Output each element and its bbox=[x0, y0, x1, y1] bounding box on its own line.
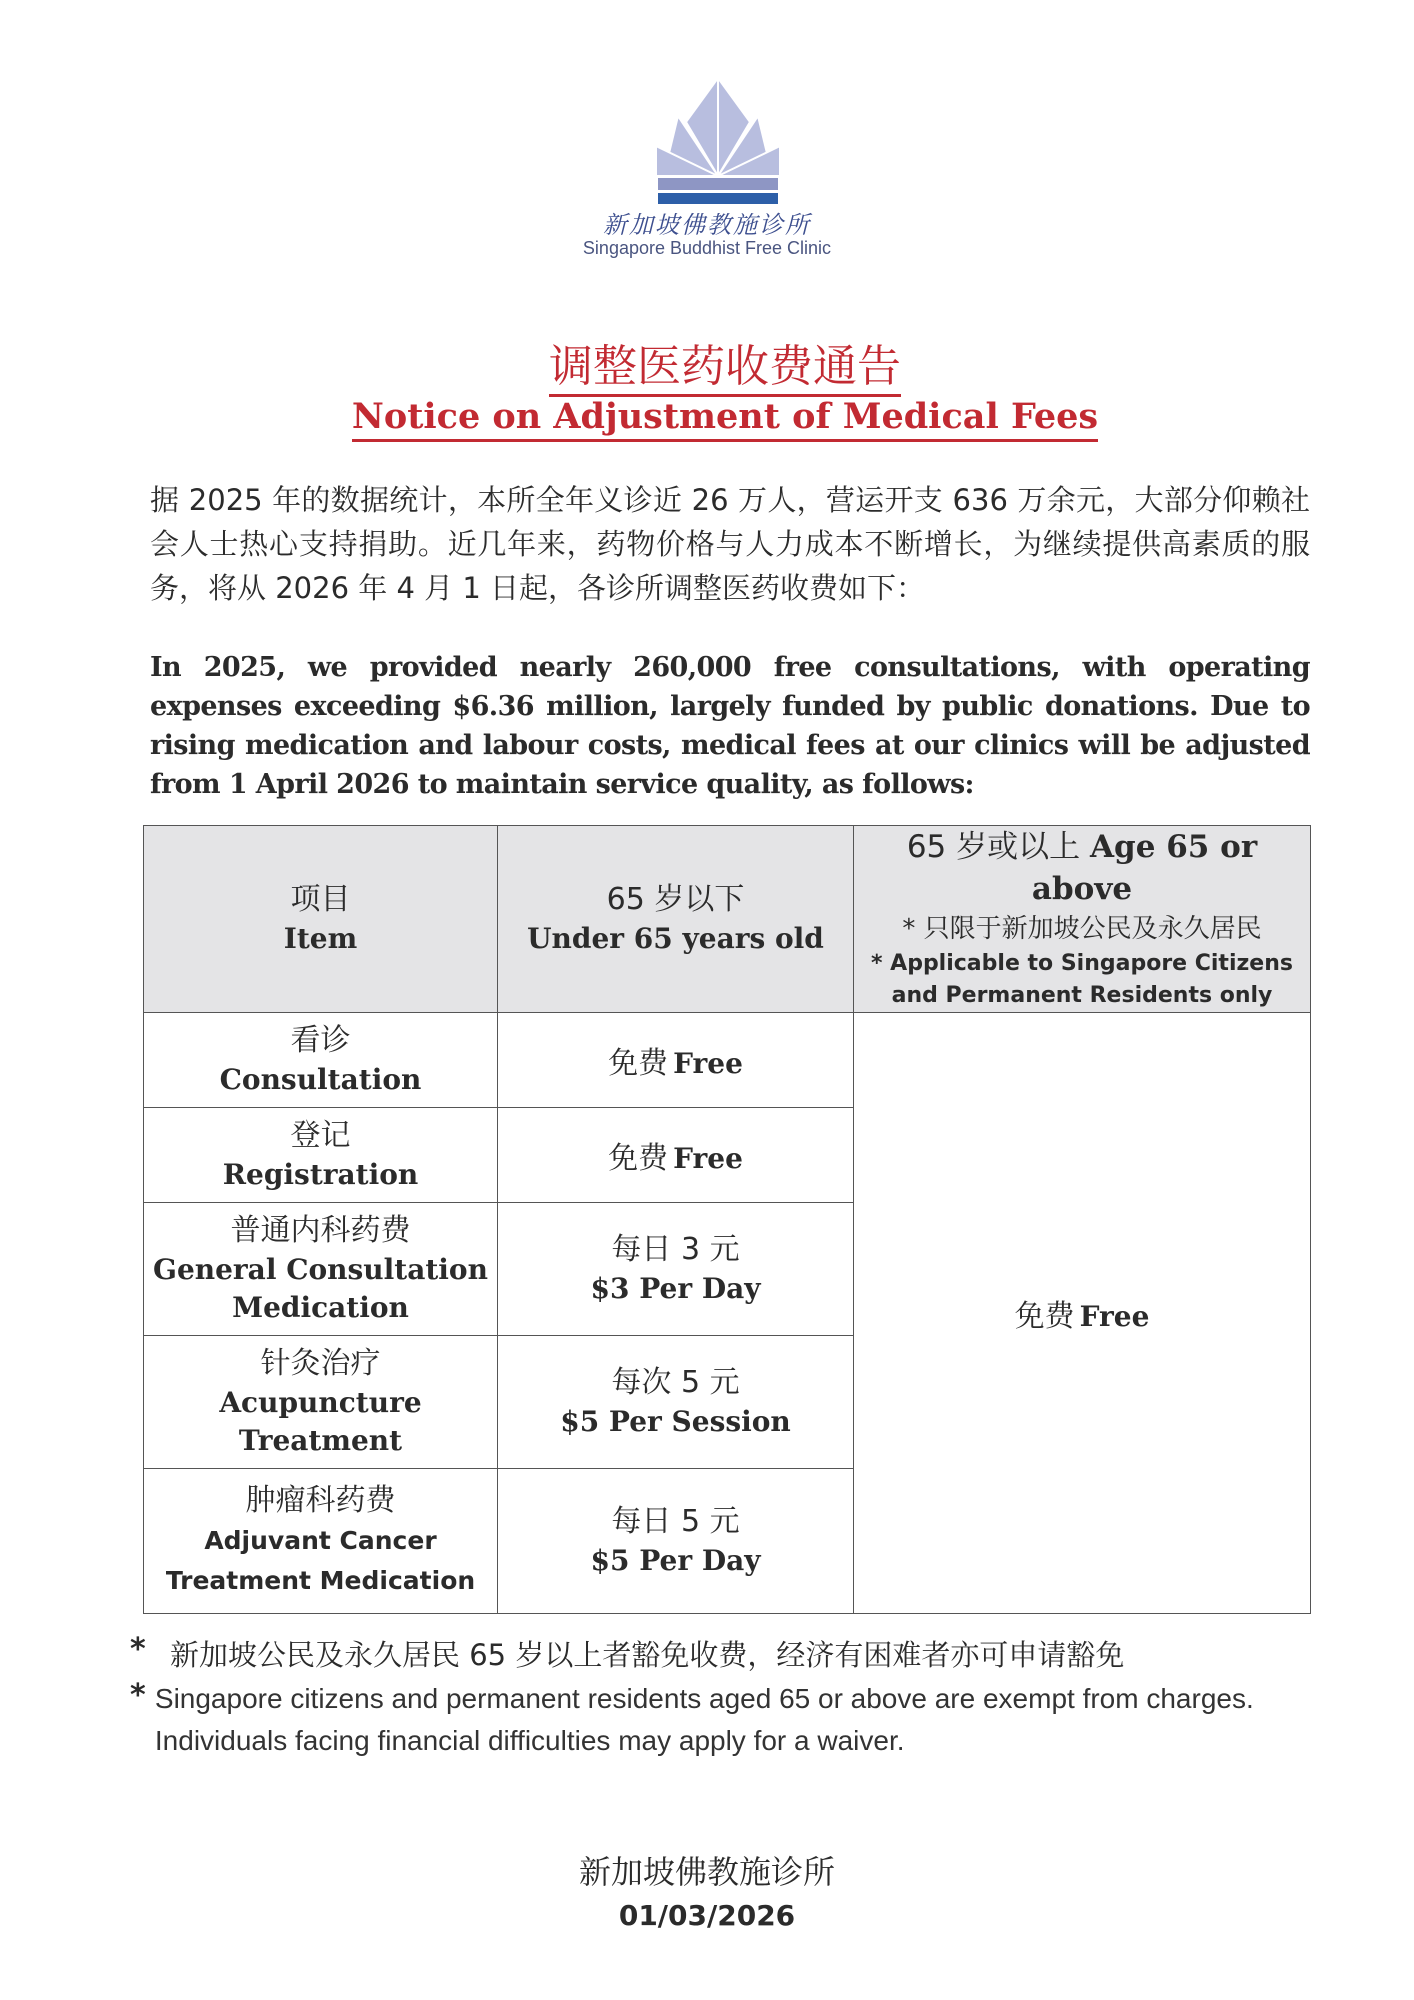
item-en-line1: Adjuvant Cancer bbox=[204, 1526, 437, 1555]
table-row bbox=[144, 1013, 1311, 1108]
fee-en: $3 Per Day bbox=[590, 1272, 761, 1305]
asterisk-icon: * bbox=[130, 1678, 146, 1713]
header-under65 bbox=[498, 826, 854, 1013]
header-over65-note-en-1: * Applicable to Singapore Citizens bbox=[871, 951, 1293, 976]
header-over65-title bbox=[854, 826, 1310, 910]
footnote-en bbox=[130, 1678, 1310, 1762]
footnote-en-text: Singapore citizens and permanent residents aged 65 or above are exempt from charges. Individuals facing financial difficulties may apply for a waiver. bbox=[154, 1683, 1254, 1756]
fee-en: $5 Per Session bbox=[560, 1405, 791, 1438]
item-cn: 针灸治疗 bbox=[260, 1346, 381, 1381]
item-cell bbox=[144, 1336, 498, 1469]
over65-fee-cn: 免费 bbox=[1014, 1299, 1075, 1334]
header-over65 bbox=[854, 826, 1311, 1013]
signature-name: 新加坡佛教施诊所 bbox=[578, 1853, 835, 1891]
table-header-row bbox=[144, 826, 1311, 1013]
item-cell bbox=[144, 1203, 498, 1336]
asterisk-icon: * bbox=[130, 1632, 146, 1667]
title-en-text: Notice on Adjustment of Medical Fees bbox=[352, 396, 1098, 442]
fee-cell bbox=[498, 1108, 854, 1203]
header-over65-note-cn: * 只限于新加坡公民及永久居民 bbox=[902, 914, 1262, 944]
item-cn: 普通内科药费 bbox=[230, 1213, 411, 1248]
item-en-line2: Treatment Medication bbox=[165, 1566, 476, 1595]
item-cn: 肿瘤科药费 bbox=[245, 1483, 396, 1518]
fee-cn: 免费 bbox=[608, 1141, 669, 1176]
fee-en: Free bbox=[673, 1142, 743, 1175]
signature-date: 01/03/2026 bbox=[618, 1899, 796, 1932]
over65-fee-en: Free bbox=[1079, 1300, 1150, 1333]
item-cell bbox=[144, 1469, 498, 1614]
footnotes bbox=[130, 1632, 1310, 1762]
signature-block bbox=[0, 1848, 1414, 1936]
fee-cell bbox=[498, 1013, 854, 1108]
header-item-cn: 项目 bbox=[290, 882, 351, 917]
intro-paragraph-en: In 2025, we provided nearly 260,000 free consultations, with operating expenses exceeding $6.36 million, largely funded by public donations. Due to rising medication and labour costs, medical fees at our clinics will be adjusted from 1 April 2026 to maintain service quality, as follows: bbox=[150, 652, 1310, 800]
fee-cn: 每日 3 元 bbox=[611, 1232, 740, 1267]
item-cn: 看诊 bbox=[290, 1023, 351, 1058]
fee-en: $5 Per Day bbox=[590, 1544, 761, 1577]
fee-table bbox=[143, 825, 1311, 1614]
item-cn: 登记 bbox=[290, 1118, 351, 1153]
title-cn-text: 调整医药收费通告 bbox=[549, 341, 901, 397]
page-title-cn bbox=[0, 330, 1414, 394]
item-en: Consultation bbox=[219, 1063, 422, 1096]
footnote-cn-text: 新加坡公民及永久居民 65 岁以上者豁免收费，经济有困难者亦可申请豁免 bbox=[170, 1638, 1125, 1672]
fee-cn: 每日 5 元 bbox=[611, 1504, 740, 1539]
logo-calligraphy: 新加坡佛教施诊所 bbox=[603, 211, 811, 239]
item-en-line1: Acupuncture bbox=[219, 1386, 422, 1419]
over65-fee-cell bbox=[854, 1013, 1311, 1614]
fee-cn: 每次 5 元 bbox=[611, 1365, 740, 1400]
header-over65-note-en-2: and Permanent Residents only bbox=[891, 983, 1273, 1008]
fee-cell bbox=[498, 1336, 854, 1469]
item-en: Registration bbox=[222, 1158, 419, 1191]
fee-cell bbox=[498, 1203, 854, 1336]
item-cell bbox=[144, 1013, 498, 1108]
item-en-line2: Treatment bbox=[238, 1424, 403, 1457]
fee-cell bbox=[498, 1469, 854, 1614]
intro-paragraph-cn: 据 2025 年的数据统计，本所全年义诊近 26 万人，营运开支 636 万余元，大部分仰赖社会人士热心支持捐助。近几年来，药物价格与人力成本不断增长，为继续提供高素质的服务，将从 2026 年 4 月 1 日起，各诊所调整医药收费如下： bbox=[150, 483, 1310, 605]
page-title-en bbox=[0, 396, 1414, 437]
item-cell bbox=[144, 1108, 498, 1203]
fee-en: Free bbox=[673, 1047, 743, 1080]
item-en-line1: General Consultation bbox=[153, 1253, 488, 1286]
header-over65-cn: 65 岁或以上 bbox=[906, 829, 1081, 865]
item-en-line2: Medication bbox=[232, 1291, 409, 1324]
fee-cn: 免费 bbox=[608, 1046, 669, 1081]
header-over65-en: Age 65 or above bbox=[1031, 829, 1258, 907]
header-under65-cn: 65 岁以下 bbox=[606, 882, 745, 917]
header-item-en: Item bbox=[283, 922, 358, 955]
header-item bbox=[144, 826, 498, 1013]
footnote-cn bbox=[130, 1632, 1310, 1678]
header-under65-en: Under 65 years old bbox=[527, 922, 824, 955]
logo-name: Singapore Buddhist Free Clinic bbox=[582, 238, 832, 258]
lotus-logo-icon bbox=[656, 78, 780, 206]
